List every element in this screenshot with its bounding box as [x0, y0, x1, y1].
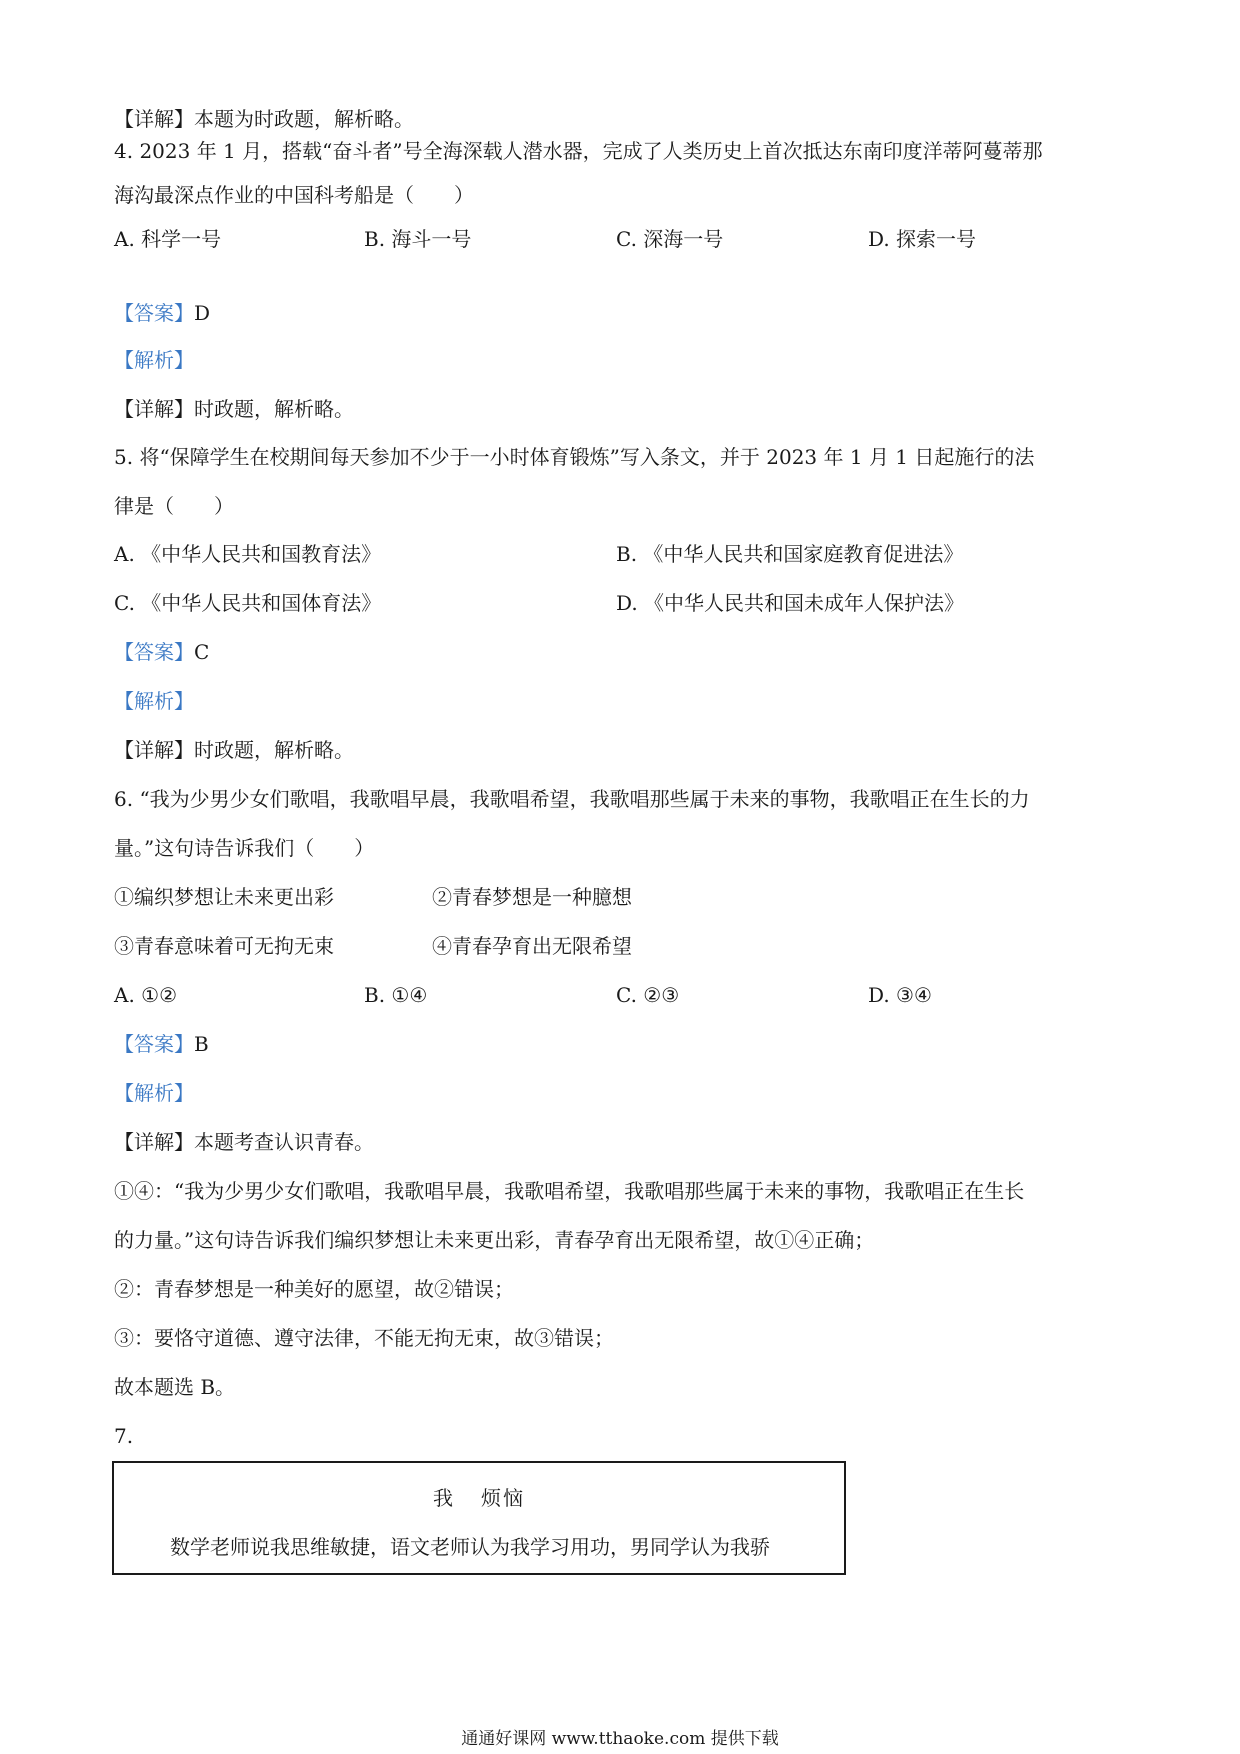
q6-option-d: D. ③④ — [868, 983, 932, 1007]
q7-number: 7. — [114, 1424, 134, 1448]
answer-value: C — [194, 640, 210, 664]
q6-explain-line5: 故本题选 B。 — [114, 1375, 236, 1399]
q7-box-text: 数学老师说我思维敏捷，语文老师认为我学习用功，男同学认为我骄 — [170, 1535, 770, 1559]
q4-stem-line2: 海沟最深点作业的中国科考船是（ ） — [114, 183, 474, 207]
q5-option-d: D. 《中华人民共和国未成年人保护法》 — [616, 591, 965, 615]
answer-tag: 【答案】 — [114, 1032, 194, 1056]
q6-statement-4: ④青春孕育出无限希望 — [432, 934, 632, 958]
q4-option-c: C. 深海一号 — [616, 227, 724, 251]
answer-tag: 【答案】 — [114, 301, 194, 325]
q6-explain-line3: ②：青春梦想是一种美好的愿望，故②错误； — [114, 1277, 514, 1301]
q6-statement-3: ③青春意味着可无拘无束 — [114, 934, 334, 958]
answer-value: B — [194, 1032, 209, 1056]
q6-option-a: A. ①② — [114, 983, 178, 1007]
q6-analysis-tag: 【解析】 — [114, 1081, 194, 1105]
q6-option-b: B. ①④ — [364, 983, 428, 1007]
q4-answer — [114, 298, 210, 328]
q4-stem-line1: 4. 2023 年 1 月，搭载“奋斗者”号全海深载人潜水器，完成了人类历史上首次抵达东南印度洋蒂阿蔓蒂那 — [114, 139, 1043, 163]
q6-stem-line2: 量。”这句诗告诉我们（ ） — [114, 836, 375, 860]
detail-tag: 【详解】 — [114, 397, 194, 421]
q6-explain-line4: ③：要恪守道德、遵守法律，不能无拘无束，故③错误； — [114, 1326, 614, 1350]
detail-tag: 【详解】 — [114, 1130, 194, 1154]
detail-line-top — [114, 104, 414, 134]
q5-analysis-tag: 【解析】 — [114, 689, 194, 713]
q5-option-b: B. 《中华人民共和国家庭教育促进法》 — [616, 542, 964, 566]
answer-tag: 【答案】 — [114, 640, 194, 664]
q6-stem-line1: 6. “我为少男少女们歌唱，我歌唱早晨，我歌唱希望，我歌唱那些属于未来的事物，我歌唱正在生长的力 — [114, 787, 1030, 811]
q6-answer — [114, 1029, 209, 1059]
detail-text: 时政题，解析略。 — [194, 738, 354, 762]
box-title-left: 我 — [433, 1486, 455, 1510]
q5-answer — [114, 637, 209, 667]
q4-option-b: B. 海斗一号 — [364, 227, 472, 251]
q6-option-c: C. ②③ — [616, 983, 680, 1007]
q4-detail — [114, 394, 354, 424]
q5-option-a: A. 《中华人民共和国教育法》 — [114, 542, 382, 566]
q6-statement-2: ②青春梦想是一种臆想 — [432, 885, 632, 909]
detail-text: 本题考查认识青春。 — [194, 1130, 374, 1154]
q6-statement-1: ①编织梦想让未来更出彩 — [114, 885, 334, 909]
q5-stem-line1: 5. 将“保障学生在校期间每天参加不少于一小时体育锻炼”写入条文，并于 2023 年 1 月 1 日起施行的法 — [114, 445, 1035, 469]
q5-option-c: C. 《中华人民共和国体育法》 — [114, 591, 382, 615]
q7-box-title — [114, 1483, 844, 1513]
q4-analysis-tag: 【解析】 — [114, 348, 194, 372]
answer-value: D — [194, 301, 211, 325]
q4-option-a: A. 科学一号 — [114, 227, 222, 251]
q7-material-box — [112, 1461, 846, 1575]
detail-text: 本题为时政题，解析略。 — [194, 107, 414, 131]
box-title-right: 烦恼 — [481, 1486, 525, 1510]
footer-source: 通通好课网 www.tthaoke.com 提供下载 — [461, 1729, 779, 1749]
detail-tag: 【详解】 — [114, 738, 194, 762]
q5-stem-line2: 律是（ ） — [114, 494, 234, 518]
detail-tag: 【详解】 — [114, 107, 194, 131]
q4-option-d: D. 探索一号 — [868, 227, 977, 251]
detail-text: 时政题，解析略。 — [194, 397, 354, 421]
q6-explain-line2: 的力量。”这句诗告诉我们编织梦想让未来更出彩，青春孕育出无限希望，故①④正确； — [114, 1228, 875, 1252]
q6-detail — [114, 1127, 374, 1157]
q5-detail — [114, 735, 354, 765]
q6-explain-line1: ①④：“我为少男少女们歌唱，我歌唱早晨，我歌唱希望，我歌唱那些属于未来的事物，我歌唱正在生长 — [114, 1179, 1025, 1203]
